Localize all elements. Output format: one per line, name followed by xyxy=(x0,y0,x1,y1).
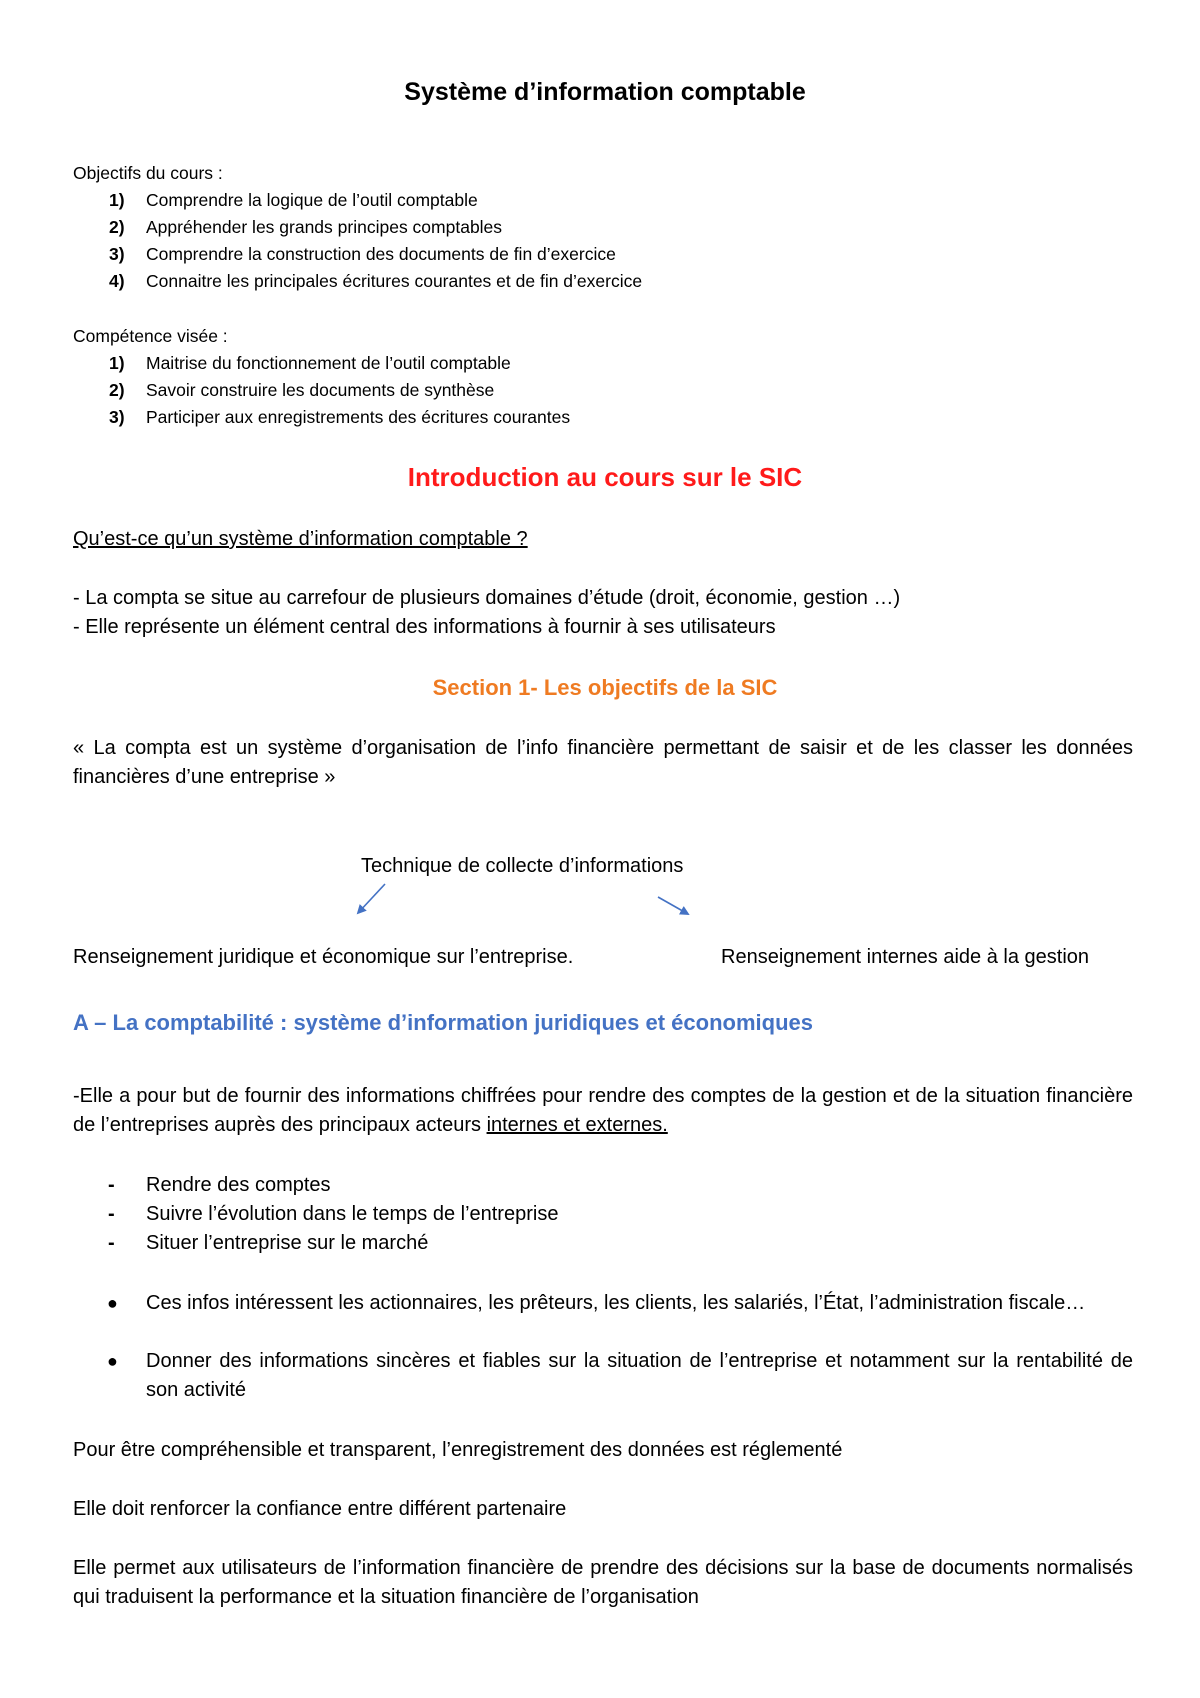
diagram-right-node: Renseignement internes aide à la gestion xyxy=(721,946,1090,968)
intro-line-2: - Elle représente un élément central des informations à fournir à ses utilisateurs xyxy=(73,616,776,638)
intro-question: Qu’est-ce qu’un système d’information comptable ? xyxy=(73,528,528,550)
diagram-left-node: Renseignement juridique et économique sur l’entreprise. xyxy=(73,946,574,968)
competence-list: 1) Maitrise du fonctionnement de l’outil comptable 2) Savoir construire les documents de synthèse 3) Participer aux enregistrements des écritures courantes xyxy=(109,353,571,427)
competence-label: Compétence visée : xyxy=(73,326,228,346)
section1-quote: « La compta est un système d’organisation de l’info financière permettant de saisir et de les classer les données financières d’une entreprise » xyxy=(73,737,1133,788)
arrow-left-icon xyxy=(358,884,385,913)
page-title: Système d’information comptable xyxy=(404,78,806,106)
paragraph: Pour être compréhensible et transparent, l’enregistrement des données est réglementé xyxy=(73,1439,843,1461)
section1-heading: Section 1- Les objectifs de la SIC xyxy=(432,675,778,700)
paragraph: Elle doit renforcer la confiance entre différent partenaire xyxy=(73,1498,567,1520)
bullet-icon: ● xyxy=(107,1293,118,1313)
sectionA-intro-paragraph: -Elle a pour but de fournir des informations chiffrées pour rendre des comptes de la gestion et de la situation financière de l’entreprises auprès des principaux acteurs internes et externes. xyxy=(73,1085,1133,1136)
intro-line-1: - La compta se situe au carrefour de plusieurs domaines d’étude (droit, économie, gestion …) xyxy=(73,587,901,609)
objectives-label: Objectifs du cours : xyxy=(73,163,223,183)
paragraph: Elle permet aux utilisateurs de l’information financière de prendre des décisions sur la base de documents normalisés qui traduisent la performance et la situation financière de l’organisation xyxy=(73,1557,1133,1608)
bullet-list xyxy=(0,1289,1200,1409)
list-item: Ces infos intéressent les actionnaires, les prêteurs, les clients, les salariés, l’État, l’administration fiscale… xyxy=(146,1292,1086,1314)
arrow-right-icon xyxy=(658,897,688,914)
sectionA-heading: A – La comptabilité : système d’information juridiques et économiques xyxy=(73,1010,813,1035)
bullet-icon: ● xyxy=(107,1351,118,1371)
list-item: Donner des informations sincères et fiables sur la situation de l’entreprise et notamment sur la rentabilité de son activité xyxy=(146,1350,1133,1401)
diagram-top-node: Technique de collecte d’informations xyxy=(361,855,684,877)
objectives-list: 1) Comprendre la logique de l’outil comptable 2) Appréhender les grands principes comptables 3) Comprendre la construction des documents de fin d’exercice 4) Connaitre les principales écritures courantes et de fin d’exercice xyxy=(109,190,643,291)
intro-heading: Introduction au cours sur le SIC xyxy=(407,462,803,492)
dash-list: - Rendre des comptes - Suivre l’évolution dans le temps de l’entreprise - Situer l’entreprise sur le marché xyxy=(108,1174,559,1254)
